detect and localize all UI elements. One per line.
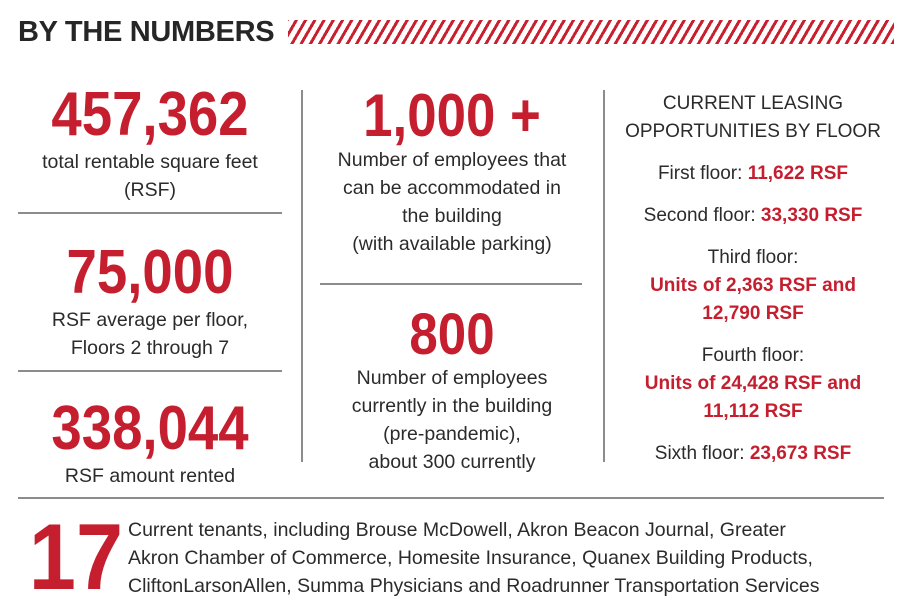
- divider: [320, 283, 582, 285]
- floor-sixth: [608, 440, 898, 468]
- stat-employee-capacity: [318, 82, 586, 258]
- divider: [18, 370, 282, 372]
- floor-label: Fourth floor:: [701, 345, 805, 366]
- leasing-heading-line: CURRENT LEASING: [662, 93, 844, 114]
- leasing-opportunities: [608, 90, 898, 468]
- stat-total-rsf: [18, 80, 282, 204]
- tenants-description: [128, 516, 898, 600]
- stat-value: 800: [409, 302, 495, 367]
- floor-label: First floor:: [657, 163, 743, 184]
- tenants-line: Current tenants, including Brouse McDowell, Akron Beacon Journal, Greater: [128, 519, 786, 541]
- stat-avg-per-floor: [18, 238, 282, 362]
- floor-third: [608, 244, 898, 272]
- floor-value: 23,673 RSF: [749, 443, 852, 464]
- stat-value: 457,362: [51, 80, 249, 149]
- header-stripe-decoration: [288, 20, 894, 44]
- tenants-line: Akron Chamber of Commerce, Homesite Insurance, Quanex Building Products,: [128, 547, 813, 569]
- divider: [18, 212, 282, 214]
- stat-desc-line: Number of employees that: [337, 149, 567, 171]
- page-title: BY THE NUMBERS: [18, 16, 275, 48]
- floor-label: Sixth floor:: [654, 443, 745, 464]
- floor-value: 33,330 RSF: [760, 205, 863, 226]
- stat-desc-line: RSF average per floor,: [51, 309, 249, 331]
- stat-desc-line: about 300 currently: [368, 451, 536, 473]
- floor-value: 12,790 RSF: [702, 303, 804, 324]
- floor-second: [608, 202, 898, 230]
- floor-label: Second floor:: [643, 205, 756, 226]
- stat-desc-line: total rentable square feet: [42, 151, 258, 173]
- floor-value: Units of 2,363 RSF and: [650, 275, 856, 296]
- floor-first: [608, 160, 898, 188]
- stat-desc-line: can be accommodated in: [343, 177, 561, 199]
- column-divider: [603, 90, 605, 462]
- floor-label: Third floor:: [707, 247, 799, 268]
- header: [18, 14, 898, 54]
- stat-value: 75,000: [66, 238, 234, 307]
- stat-desc-line: the building: [402, 205, 502, 227]
- stat-value: 338,044: [51, 394, 249, 463]
- stat-desc-line: Floors 2 through 7: [70, 337, 230, 359]
- stat-desc-line: currently in the building: [351, 395, 553, 417]
- stat-desc-line: RSF amount rented: [64, 465, 236, 487]
- floor-value: Units of 24,428 RSF and: [644, 373, 862, 394]
- stat-value: 1,000 +: [363, 82, 541, 149]
- floor-value: 11,622 RSF: [747, 163, 849, 184]
- stat-desc-line: (RSF): [124, 179, 176, 201]
- tenants-line: CliftonLarsonAllen, Summa Physicians and Roadrunner Transportation Services: [128, 575, 820, 597]
- stat-desc-line: Number of employees: [356, 367, 548, 389]
- stat-desc-line: (pre-pandemic),: [383, 423, 521, 445]
- leasing-heading-line: OPPORTUNITIES BY FLOOR: [625, 121, 881, 142]
- divider: [18, 497, 884, 499]
- floor-fourth: [608, 342, 898, 370]
- stat-rsf-rented: [18, 394, 282, 490]
- stat-desc-line: (with available parking): [352, 233, 552, 255]
- floor-value: 11,112 RSF: [703, 401, 803, 422]
- stat-current-employees: [318, 302, 586, 476]
- tenants-count: 17: [28, 504, 124, 609]
- column-divider: [301, 90, 303, 462]
